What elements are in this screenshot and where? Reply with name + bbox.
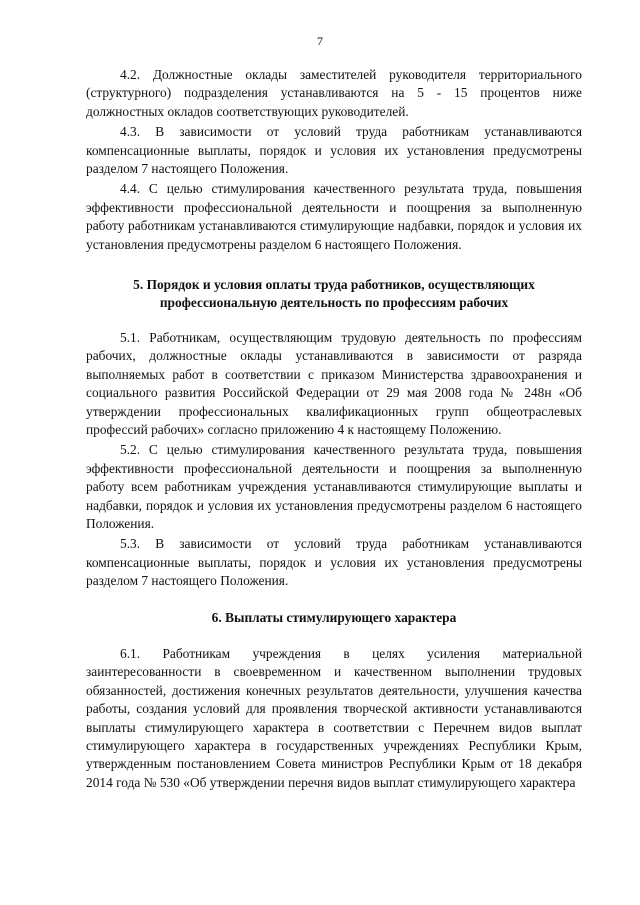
paragraph-5-1: 5.1. Работникам, осуществляющим трудовую деятельность по профессиям рабочих, должностные оклады устанавливаются в зависимости от разряда выполняемых работ в соответствии с приказом Министерства здравоохранения и социального развития Российской Федерации от 29 мая 2008 года № 248н «Об утверждении профессиональных квалификационных групп общеотраслевых профессий рабочих» согласно приложению 4 к настоящему Положению. xyxy=(86,329,582,437)
document-body xyxy=(86,66,582,792)
paragraph-4-4: 4.4. С целью стимулирования качественного результата труда, повышения эффективности профессиональной деятельности и поощрения за выполненную работу работникам устанавливаются стимулирующие надбавки, порядок и условия их установления предусмотрены разделом 6 настоящего Положения. xyxy=(86,181,582,252)
paragraph-4-3: 4.3. В зависимости от условий труда работникам устанавливаются компенсационные выплаты, порядок и условия их установления предусмотрены разделом 7 настоящего Положения. xyxy=(86,124,582,177)
page-number: 7 xyxy=(317,34,323,48)
section-6-heading: 6. Выплаты стимулирующего характера xyxy=(211,609,457,625)
section-5-heading: 5. Порядок и условия оплаты труда работников, осуществляющих профессиональную деятельность по профессиям рабочих xyxy=(133,277,535,311)
paragraph-5-2: 5.2. С целью стимулирования качественного результата труда, повышения эффективности профессиональной деятельности и поощрения за выполненную работу всем работникам учреждения устанавливаются стимулирующие выплаты и надбавки, порядок и условия их установления предусмотрены разделом 6 настоящего Положения. xyxy=(86,442,582,531)
paragraph-5-3: 5.3. В зависимости от условий труда работникам устанавливаются компенсационные выплаты, порядок и условия их установления предусмотрены разделом 7 настоящего Положения. xyxy=(86,536,582,589)
paragraph-4-2: 4.2. Должностные оклады заместителей руководителя территориального (структурного) подразделения устанавливаются на 5 - 15 процентов ниже должностных окладов соответствующих руководителей. xyxy=(86,67,582,119)
paragraph-6-1: 6.1. Работникам учреждения в целях усиления материальной заинтересованности в своевременном и качественном выполнении трудовых обязанностей, достижения конечных результатов деятельности, улучшения качества работы, создания условий для проявления творческой активности устанавливаются выплаты стимулирующего характера в соответствии с Перечнем видов выплат стимулирующего характера в государственных учреждениях Республики Крым, утвержденным постановлением Совета министров Республики Крым от 18 декабря 2014 года № 530 «Об утверждении перечня видов выплат стимулирующего характера xyxy=(86,645,582,790)
